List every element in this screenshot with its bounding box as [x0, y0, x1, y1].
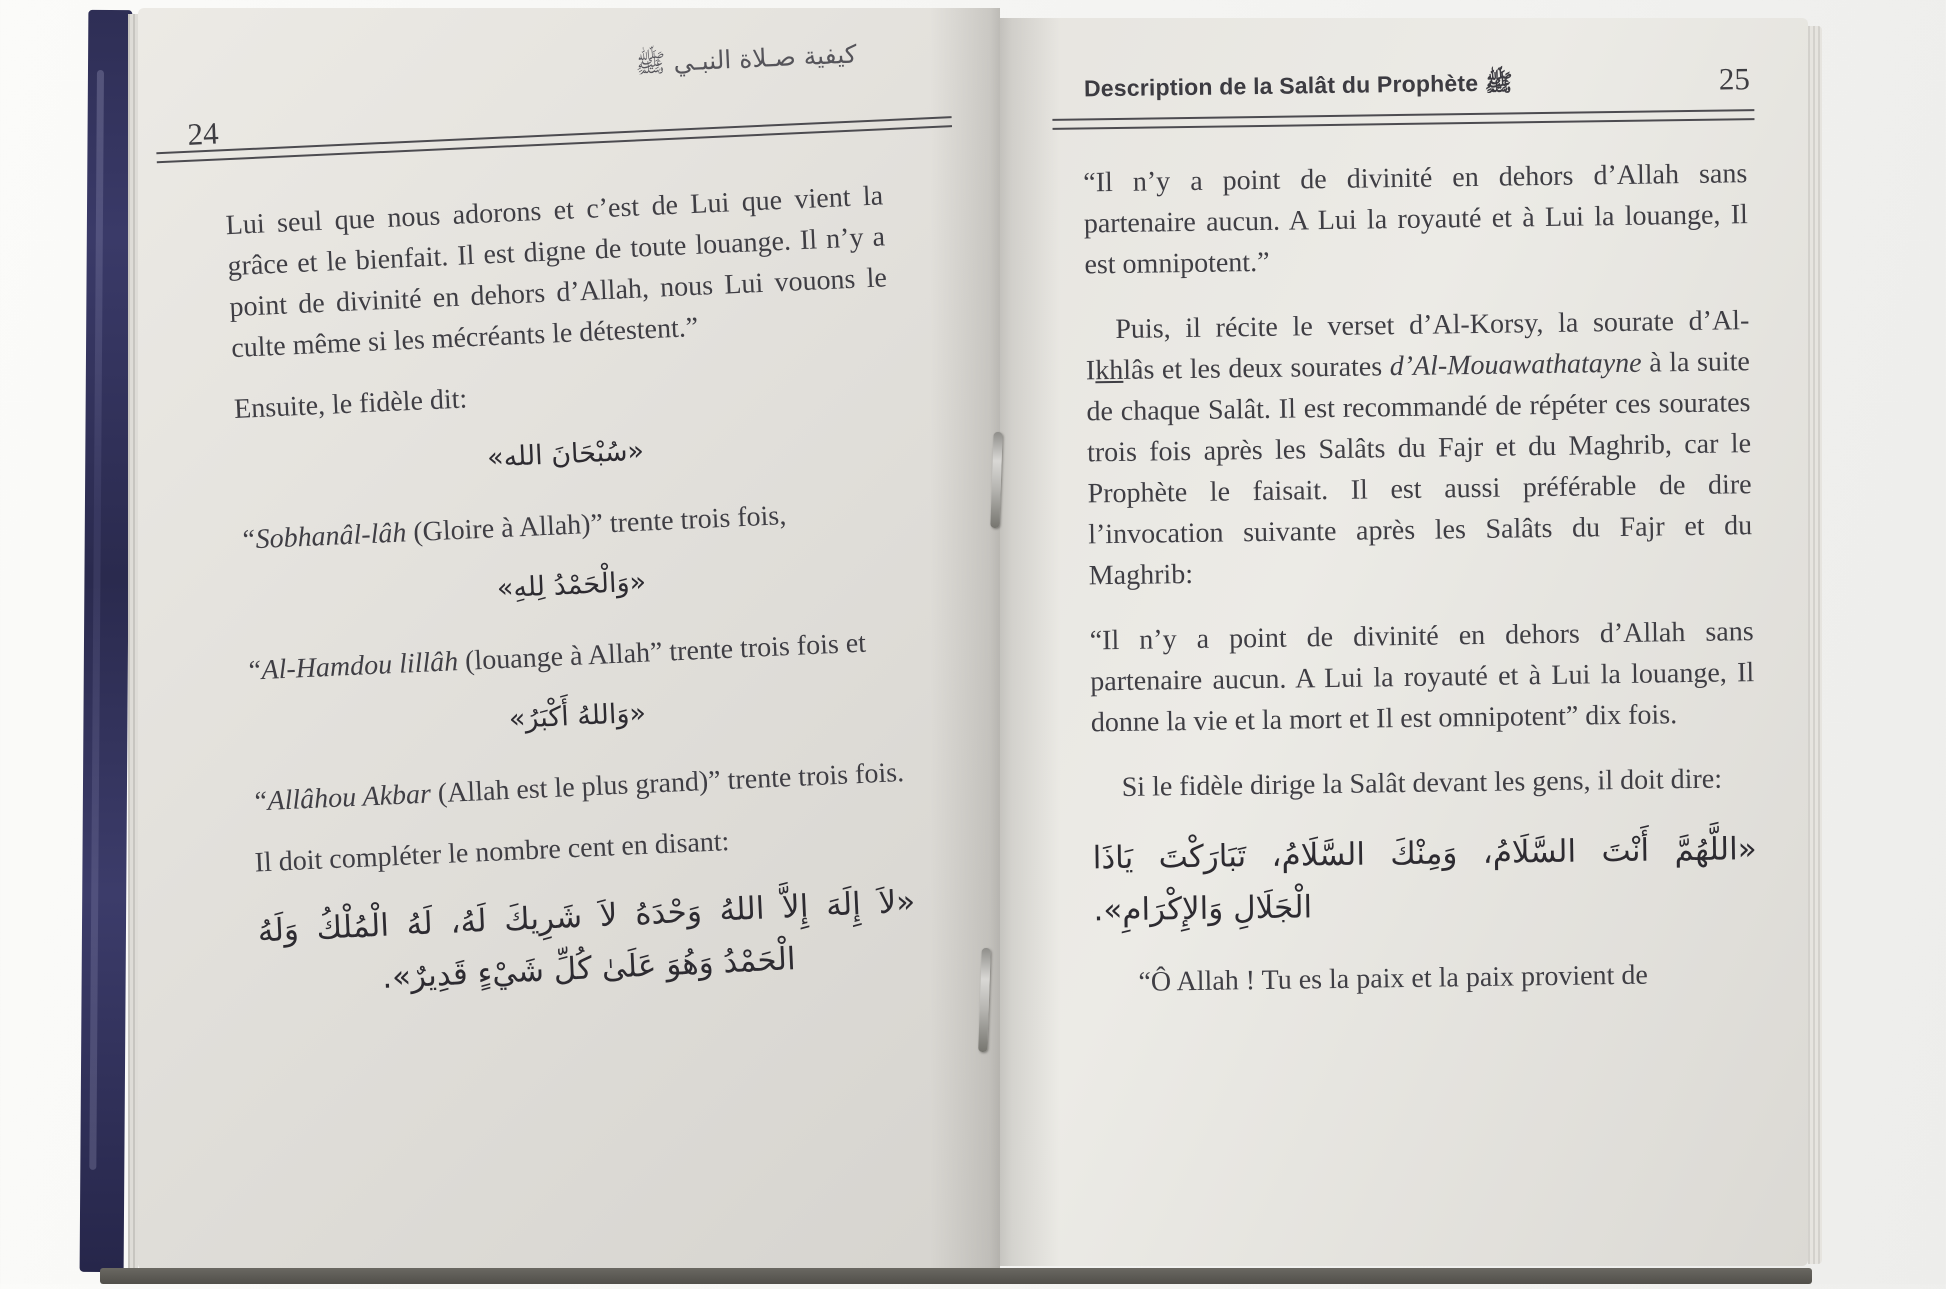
right-quote-2: “Il n’y a point de divinité en dehors d’Allah sans partenaire aucun. A Lui la royauté et à Lui la louange, Il donne la vie et la mort et Il est omnipotent” dix fois.: [1089, 616, 1755, 739]
hamdou-rest: (louange à Allah” trente trois fois et: [457, 627, 867, 678]
left-text-block: [225, 175, 919, 1009]
page-number-left: 24: [186, 115, 220, 152]
sobhanal-transliteration: “Sobhanâl-lâh: [239, 517, 408, 556]
right-text-block: [1083, 153, 1759, 1027]
arabic-tahlil: [257, 876, 919, 1010]
left-paragraph-hamdou: [245, 621, 904, 692]
arabic-alhamdulillah: «وَالْحَمْدُ لِلهِ»: [496, 566, 647, 605]
puis-italic-mouawathatayne: d’Al-Mouawathatayne: [1389, 347, 1642, 383]
left-paragraph-ensuite: Ensuite, le fidèle dit:: [233, 383, 468, 426]
right-quote-1: “Il n’y a point de divinité en dehors d’Allah sans partenaire aucun. A Lui la royauté et à Lui la louange, Il est omnipotent.”: [1083, 158, 1749, 281]
arabic-dua-line2: الْجَلَالِ وَالإِكْرَامِ».: [1093, 889, 1313, 929]
sobhanal-rest: (Gloire à Allah)” trente trois fois,: [405, 500, 787, 549]
left-arabic-header: كيفية صـلاة النبـي ﷺ: [634, 39, 858, 79]
page-left-content: [113, 0, 1031, 1289]
left-paragraph-akbar: [251, 752, 910, 823]
arabic-dua-salam: [1092, 823, 1757, 936]
right-quote-3: “Ô Allah ! Tu es la paix et la paix provient de: [1138, 959, 1648, 998]
page-stack-edge-right: [1808, 26, 1822, 1264]
arabic-subhanallah: «سُبْحَانَ الله»: [486, 435, 645, 474]
akbar-rest: (Allah est le plus grand)” trente trois fois.: [430, 757, 905, 810]
header-rule-right: [1052, 109, 1754, 130]
right-paragraph-si-fidele: Si le fidèle dirige la Salât devant les gens, il doit dire:: [1121, 763, 1723, 803]
puis-seg3: à la suite de chaque Salât. Il est recommandé de répéter ces sourates trois fois après les Salâts du Fajr et du Maghrib, car le Prophète le faisait. Il est aussi préférable de dire l’invocation suivante après les Salâts du Fajr et du Maghrib:: [1086, 346, 1753, 592]
akbar-transliteration: “Allâhou Akbar: [251, 778, 432, 818]
right-paragraph-puis: [1085, 300, 1753, 596]
arabic-allahuakbar: «وَاللهُ أَكْبَرُ»: [508, 697, 647, 735]
header-rule-left: [156, 116, 952, 163]
hamdou-transliteration: “Al-Hamdou lillâh: [245, 646, 459, 687]
puis-seg2: lâs et les deux sourates: [1123, 351, 1390, 386]
page-number-right: 25: [1718, 61, 1751, 97]
left-paragraph-completer: Il doit compléter le nombre cent en disant:: [253, 826, 730, 879]
page-right: [1000, 18, 1808, 1266]
book-bottom-shadow: [100, 1268, 1812, 1284]
page-left: [138, 8, 1000, 1270]
left-paragraph-intro: Lui seul que nous adorons et c’est de Lui que vient la grâce et le bienfait. Il est digne de toute louange. Il n’y a point de divinité en dehors d’Allah, nous Lui vouons le culte même si les mécréants le détestent.”: [225, 180, 888, 365]
arabic-tahlil-line2: الْحَمْدُ وَهُوَ عَلَىٰ كُلِّ شَيْءٍ قَدِيرٌ».: [381, 941, 797, 996]
arabic-dua-line1: «اللَّهُمَّ أَنْتَ السَّلَامُ، وَمِنْكَ السَّلَامُ، تَبَارَكْتَ يَاذَا: [1092, 831, 1757, 877]
arabic-tahlil-line1: «لاَ إِلَهَ إِلاَّ اللهُ وَحْدَهُ لاَ شَرِيكَ لَهُ، لَهُ الْمُلْكُ وَلَهُ: [256, 883, 916, 950]
puis-seg1: Puis, il récite le verset d’Al-Korsy, la sourate d’Al-I: [1085, 305, 1750, 387]
page-right-content: [993, 12, 1818, 1271]
puis-underlined-kh: kh: [1095, 354, 1124, 387]
right-header-title: Description de la Salât du Prophète ﷺ: [1083, 69, 1513, 102]
left-paragraph-sobhanal: [239, 490, 898, 561]
